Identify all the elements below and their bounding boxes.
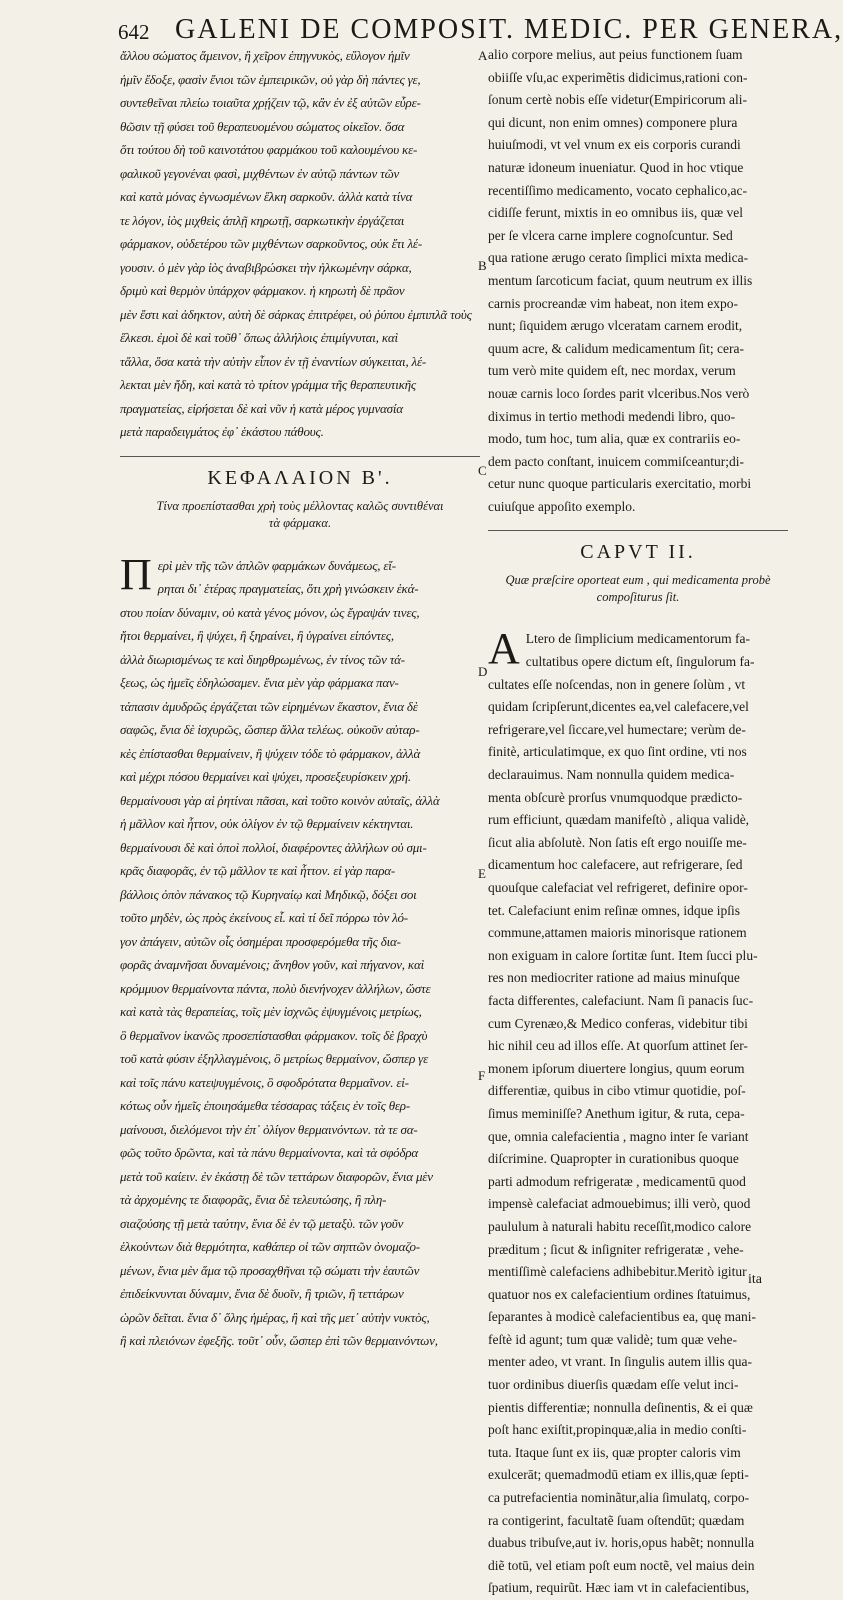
text-line: τάπασιν ἀμυδρῶς ἐργάζεται τῶν εἰρημένων ἕκαστον, ἔνια δὲ xyxy=(120,698,418,714)
text-line: ca putrefacientia nominãtur,alia ſimulatq, corpo- xyxy=(488,1490,750,1506)
text-line: naturæ idoneum inueniatur. Quod in hoc vtique xyxy=(488,159,744,175)
text-line: φορᾶς ἀναμνῆσαι δυναμένοις; ἄνηθον γοῦν, καὶ πήγανον, καὶ xyxy=(120,957,424,972)
margin-letter-d: D xyxy=(478,664,488,679)
text-line: parti admodum refrigeratæ , medicamentū quod xyxy=(488,1173,746,1189)
text-line: cetur nunc quoque particularis exercitatio, morbi xyxy=(488,476,752,492)
margin-letter-a: A xyxy=(478,48,488,63)
text-line: ἄλλου σώματος ἄμεινον, ἢ χεῖρον ἐπηγνυκὸς, εὔλογον ἡμῖν xyxy=(120,48,410,63)
text-line: καὶ κατὰ μόνας ἐγνωσμένων ἕλκη σαρκοῦν. ἀλλὰ κατὰ τίνα xyxy=(120,189,413,204)
text-line: tuta. Itaque ſunt ex iis, quæ propter caloris vim xyxy=(488,1444,741,1460)
latin-body xyxy=(488,624,788,1600)
text-line: κρόμμυον θερμαίνοντα πάντα, πολὺ διενήνοχεν ἀλλήλων, ὥστε xyxy=(120,980,431,996)
text-line: ἢ καὶ πλειόνων ἐφεξῆς. τοῦτ᾽ οὖν, ὥσπερ ἐπὶ τῶν θερμαινόντων, xyxy=(120,1333,438,1348)
text-line: cultates eſſe noſcendas, non in genere ſolùm , vt xyxy=(488,676,746,692)
page-number: 642 xyxy=(118,20,150,44)
text-line: huiuſmodi, vt vel vnum ex eis corporis curandi xyxy=(488,137,741,153)
text-line: præditum ; ſicut & inſigniter refrigeratæ , vehe- xyxy=(488,1241,744,1257)
text-line: μετὰ τοῦ καίειν. ἐν ἑκάστῃ δὲ τῶν τεττάρων διαφορῶν, ἔνια μὲν xyxy=(120,1168,433,1184)
greek-chapter-subtitle-1: Τίνα προεπίστασθαι χρὴ τοὺς μέλλοντας καλῶς συντιθέναι xyxy=(156,498,444,513)
text-line: res non mediocriter ratione ad maius minuſque xyxy=(488,970,740,986)
text-line: ſeparantes à modicè calefacientibus ea, quę mani- xyxy=(488,1309,756,1325)
text-line: ἑλκούντων διὰ θερμότητα, καθάπερ οἱ τῶν σηπτῶν ὀνομαζο- xyxy=(120,1239,420,1254)
text-line: feſtè id agunt; tum quæ validè; tum quæ vehe- xyxy=(488,1331,737,1347)
text-line: ἀλλὰ διωρισμένως τε καὶ διηρθρωμένως, ἐν τίνος τῶν τά- xyxy=(120,651,405,667)
text-line: hic nihil ceu ad illos eſſe. At quorſum attinet ſer- xyxy=(488,1038,748,1054)
text-line: κρᾶς διαφορᾶς, ἐν τῷ μᾶλλον τε καὶ ἧττον. εἰ γὰρ παρα- xyxy=(120,863,396,878)
text-line: cuiuſque appoſito exemplo. xyxy=(488,498,636,514)
text-line: πραγματείας, εἰρήσεται δὲ καὶ νῦν ἡ κατὰ μέρος γυμνασία xyxy=(120,400,403,416)
text-line: tet. Calefaciunt enim reſinæ omnes, idque ipſis xyxy=(488,902,740,918)
text-line: μὲν ἔστι καὶ ἀδηκτον, αὐτὴ δὲ σάρκας ἐπιτρέφει, οὐ ῥύπου ἐμπιπλᾶ τοὺς xyxy=(120,306,472,322)
text-line: ſimus meminiſſe? Anethum igitur, & ruta, cepa- xyxy=(488,1105,745,1121)
text-line: carnis procreandæ vim habeat, non item expo- xyxy=(488,295,739,311)
text-line: τοῦ κατὰ φύσιν ἐξηλλαγμένοις, ὃ μετρίως θερμαίνον, ὥσπερ γε xyxy=(120,1051,429,1066)
text-line: diximus in tertio methodi medendi libro, quo- xyxy=(488,408,736,424)
text-line: ἕλκεσι. ἐμοὶ δὲ καὶ τοῦθ᾽ ὅπως ἀλλήλοις ἐπιμίγνυται, καὶ xyxy=(120,330,398,345)
text-line: tuor ordinibus diuerſis quædam eſſe velut inci- xyxy=(488,1377,739,1393)
text-line: κὲς ἐπίστασθαι θερμαίνειν, ἢ ψύχειν τόδε τὸ φάρμακον, ἀλλὰ xyxy=(120,745,421,761)
greek-top-text xyxy=(120,44,480,444)
text-line: commune,attamen maioris minorisque rationem xyxy=(488,925,747,941)
text-line: μετὰ παραδειγμάτος ἐφ᾽ ἑκάστου πάθους. xyxy=(120,424,324,439)
greek-body xyxy=(120,549,480,1353)
text-line: τἄλλα, ὅσα κατὰ τὴν αὐτὴν εἶπον ἐν τῇ ἐναντίων σύγκειται, λέ- xyxy=(120,353,427,369)
text-line: ὅτι τούτου δὴ τοῦ καινοτάτου φαρμάκου τοῦ καλουμένου κε- xyxy=(120,142,418,157)
text-line: φῶς τοῦτο δρῶντα, καὶ τὰ πάνυ θερμαίνοντα, καὶ τὰ σφόδρα xyxy=(120,1145,418,1160)
text-line: impensè calefaciat admouebimus; illi verò, quod xyxy=(488,1196,751,1212)
text-line: ra contigerint, facultatẽ ſuam oſtendūt; quædam xyxy=(488,1512,745,1528)
text-line: quidam ſcripſerunt,dicentes ea,vel calefacere,vel xyxy=(488,699,749,715)
text-line: ἡ μᾶλλον καὶ ἧττον, οὐκ ὀλίγον ἐν τῷ θερμαίνειν κέκτηνται. xyxy=(120,816,414,831)
latin-chapter-title: CAPVT II. xyxy=(580,541,696,564)
text-line: nunt; ſiquidem ærugo vlceratam carnem erodit, xyxy=(488,318,743,334)
text-line: Ltero de ſimplicium medicamentorum fa- xyxy=(525,631,750,647)
text-line: σιαζούσης τῇ μετὰ ταύτην, ἔνια δὲ ἐν τῷ μεταξὺ. τῶν γοῦν xyxy=(120,1215,404,1231)
text-line: γουσιν. ὁ μὲν γὰρ ἰὸς ἀναβιβρώσκει τὴν ἠλκωμένην σάρκα, xyxy=(120,259,412,275)
text-line: non exiguam in calore ſortitæ ſunt. Item ſucci plu- xyxy=(488,947,758,963)
text-line: θερμαίνουσι γὰρ αἱ ῥητίναι πᾶσαι, καὶ τοῦτο κοινὸν αὐταῖς, ἀλλὰ xyxy=(120,792,440,808)
text-line: ἐπιδείκνυνται δύναμιν, ἔνια δὲ δυοῖν, ἢ τριῶν, ἢ τεττάρων xyxy=(120,1286,404,1301)
latin-column xyxy=(488,44,788,1596)
margin-letter-f: F xyxy=(478,1068,486,1083)
text-line: modo, tum hoc, tum alia, quæ ex contrariis eo- xyxy=(488,431,741,447)
text-line: ſpatium, requirũt. Hæc iam vt in calefacientibus, xyxy=(488,1580,750,1596)
text-line: μαίνουσι, διελόμενοι τὴν ἐπ᾽ ὀλίγον θερμαινόντων. τὰ τε σα- xyxy=(120,1121,418,1137)
text-line: ἡμῖν ἔδοξε, φασὶν ἔνιοι τῶν ἐμπειρικῶν, οὐ γὰρ δὴ πάντες γε, xyxy=(120,71,421,87)
text-line: καὶ τοῖς πάνυ κατεψυγμένοις, ὃ σφοδρότατα θερμαῖνον. εἰ- xyxy=(120,1074,409,1090)
text-line: dem pacto conſtant, inuicem commiſceantur;di- xyxy=(488,453,745,469)
text-line: refrigerare,vel ſiccare,vel humectare; verùm de- xyxy=(488,721,746,737)
text-line: paululum à naturali habitu receſſit,modico calore xyxy=(488,1218,752,1234)
greek-divider xyxy=(120,456,480,457)
text-line: καὶ κατὰ τὰς θεραπείας, τοῖς μὲν ἰσχνῶς ἐψυγμένοις μετρίως, xyxy=(120,1004,422,1019)
text-line: συντεθεῖναι πλείω τοιαῦτα χρῄζειν τῷ, κἂν ἐν ἐξ αὐτῶν εὖρε- xyxy=(120,95,421,110)
text-line: ſonum certè nobis eſſe videtur(Empiricorum ali- xyxy=(488,92,748,108)
text-line: qui dicunt, non enim omnes) componere plura xyxy=(488,114,738,130)
text-line: cum Cyrenæo,& Medico conferas, videbitur tibi xyxy=(488,1015,748,1031)
text-line: mentiſſimè calefaciens adhibebitur.Meritò igitur xyxy=(488,1264,747,1280)
text-line: ἤτοι θερμαίνει, ἢ ψύχει, ἢ ξηραίνει, ἢ ὑγραίνει εἰπόντες, xyxy=(120,628,394,643)
text-line: θῶσιν τῇ φύσει τοῦ θεραπευομένου σώματος οἰκεῖον. ὅσα xyxy=(120,118,405,134)
text-line: cultatibus opere dictum eſt, ſingulorum fa- xyxy=(525,654,755,670)
text-line: δριμὺ καὶ θερμὸν ὑπάρχον φάρμακον. ἡ κηρωτὴ δὲ πρᾶον xyxy=(120,283,405,298)
text-line: φάρμακον, οὐδετέρου τῶν μιχθέντων σαρκοῦντος, οὐκ ἔτι λέ- xyxy=(120,236,422,251)
text-line: poſt hanc exiſtit,propinquæ,alia in medio conſti- xyxy=(488,1422,747,1438)
text-line: καὶ μέχρι πόσου θερμαίνει καὶ ψύχει, προσεξευρίσκειν χρή. xyxy=(120,769,411,784)
text-line: ὡρῶν δεῖται. ἔνια δ᾽ ὅλης ἡμέρας, ἢ καὶ τῆς μετ᾽ αὐτὴν νυκτὸς, xyxy=(120,1309,430,1325)
text-line: menta obſcurè prorſus vnumquodque prædicto- xyxy=(488,789,743,805)
text-line: ſicut alia abſolutè. Non ſatis eſt ergo nouiſſe me- xyxy=(488,834,747,850)
latin-chapter-subtitle-1: Quæ præſcire oporteat eum , qui medicamenta probè xyxy=(505,573,771,588)
text-line: qua ratione ærugo cerato ſimplici mixta medica- xyxy=(488,250,749,266)
text-line: pientis differentiæ; nonnulla deſinentis, & ei quæ xyxy=(488,1399,753,1415)
text-line: finitè, articulatimque, ex quo ſint ordine, vti nos xyxy=(488,744,747,760)
text-line: alio corpore melius, aut peius functionem ſuam xyxy=(488,47,743,62)
text-line: μένων, ἔνια μὲν ἅμα τῷ προσαχθῆναι τῷ σώματι τὴν ἑαυτῶν xyxy=(120,1262,420,1278)
text-line: per ſe vlcera carne implere cognoſcuntur. Sed xyxy=(488,227,733,243)
text-line: obiiſſe vſu,ac experimẽtis didicimus,rationi con- xyxy=(488,69,748,85)
greek-chapter-title: ΚΕΦΑΛΑΙΟΝ Β'. xyxy=(207,466,393,489)
latin-top-text xyxy=(488,44,788,518)
text-line: tum verò mite quidem eſt, nec mordax, verum xyxy=(488,363,736,379)
text-line: σαφῶς, ἔνια δὲ ἰσχυρῶς, ὥσπερ ἄλλα τελέως. οὐκοῦν αὐταρ- xyxy=(120,722,420,737)
running-head: GALENI DE COMPOSIT. MEDIC. PER GENERA, xyxy=(175,14,843,45)
text-line: diẽ totū, vel etiam poſt eum noctẽ, vel maius dein xyxy=(488,1557,755,1573)
text-line: ρηται δι᾽ ἑτέρας πραγματείας, ὅτι χρὴ γινώσκειν ἑκά- xyxy=(157,581,419,596)
text-line: differentiæ, quibus in cibo vtimur quotidie, poſ- xyxy=(488,1083,746,1099)
margin-letter-c: C xyxy=(478,463,487,478)
text-line: θερμαίνουσι δὲ καὶ ὁποὶ πολλοί, διαφέροντες ἀλλήλων οὐ σμι- xyxy=(120,839,427,855)
text-line: quouſque calefaciat vel refrigeret, definire opor- xyxy=(488,880,748,895)
text-line: exulcerāt; quemadmodū etiam ex illis,quæ ſepti- xyxy=(488,1467,749,1483)
text-line: rum efficiunt, quædam manifeſtò , aliqua validè, xyxy=(488,812,750,828)
text-line: ερὶ μὲν τῆς τῶν ἁπλῶν φαρμάκων δυνάμεως, εἴ- xyxy=(157,557,396,573)
text-line: κότως οὖν ἡμεῖς ἐποιησάμεθα τέσσαρας τάξεις ἐν τοῖς θερ- xyxy=(120,1098,410,1113)
text-line: que, omnia calefacientia , magno inter ſe variant xyxy=(488,1128,749,1144)
margin-letter-e: E xyxy=(478,866,486,881)
page-header xyxy=(0,8,843,48)
text-line: monem ipſorum diuertere longius, quum eorum xyxy=(488,1060,745,1076)
text-line: dicamentum hoc calefacere, aut refrigerare, ſed xyxy=(488,857,743,873)
text-line: menter adeo, vt vrant. In ſingulis autem illis qua- xyxy=(488,1354,752,1370)
latin-divider xyxy=(488,530,788,531)
text-line: facta differentes, calefaciunt. Nam ſi panacis ſuc- xyxy=(488,992,754,1008)
text-line: diſcrimine. Quapropter in curationibus quoque xyxy=(488,1151,739,1167)
greek-column xyxy=(120,44,480,1348)
text-line: γον ἀπάγειν, αὐτῶν οἷς ὁσημέραι προσφερόμεθα τῆς δια- xyxy=(120,933,401,949)
text-line: mentum ſarcoticum faciat, quum neutrum ex illis xyxy=(488,272,753,288)
text-line: cidiſſe ferunt, mixtis in eo omnibus iis, quæ vel xyxy=(488,205,743,221)
text-line: φαλικοῦ γεγονέναι φασὶ, μιχθέντων ἐν αὐτῷ πάντων τῶν xyxy=(120,165,400,181)
text-line: ξεως, ὡς ἡμεῖς ἐδηλώσαμεν. ἔνια μὲν γὰρ φάρμακα παν- xyxy=(120,675,399,690)
text-line: ὃ θερμαῖνον ἱκανῶς προσεπίστασθαι φάρμακον. τοῖς δὲ βραχὺ xyxy=(120,1027,428,1043)
text-line: στου ποίαν δύναμιν, οὐ κατὰ γένος μόνον, ὡς ἔγραψάν τινες, xyxy=(120,604,420,620)
text-line: quatuor nos ex calefacientium ordines ſtatuimus, xyxy=(488,1286,751,1302)
greek-drop-cap: Π xyxy=(120,549,152,599)
greek-chapter-subtitle-2: τὰ φάρμακα. xyxy=(268,515,332,530)
latin-drop-cap: A xyxy=(488,624,520,674)
text-line: λεκται μὲν ἤδη, καὶ κατὰ τὸ τρίτον γράμμα τῆς θεραπευτικῆς xyxy=(120,377,416,392)
text-line: τε λόγον, ἰὸς μιχθεὶς ἁπλῇ κηρωτῇ, σαρκωτικὴν ἐργάζεται xyxy=(120,212,405,228)
text-line: recentiſſimo medicamento, vocato cephalico,ac- xyxy=(488,182,748,198)
text-line: duabus tribuſve,aut iv. horis,opus habẽt; nonnulla xyxy=(488,1535,755,1551)
text-line: quum acre, & calidum medicamentum ſit; cera- xyxy=(488,340,745,356)
margin-letter-b: B xyxy=(478,258,487,273)
text-line: βάλλοις ὀπὸν πάνακος τῷ Κυρηναίῳ καὶ Μηδικῷ, δόξει σοι xyxy=(120,886,417,902)
text-line: τοῦτο μηδὲν, ὡς πρὸς ἐκείνους εἶ. καὶ τί δεῖ πόρρω τὸν λό- xyxy=(120,910,408,925)
catchword: ita xyxy=(748,1272,762,1287)
text-line: τὰ ἀρχομένης τε διαφορᾶς, ἔνια δὲ τελευτώσης, ἢ πλη- xyxy=(120,1192,387,1207)
latin-chapter-subtitle-2: compoſiturus ſit. xyxy=(596,590,680,605)
text-line: nouæ carnis loco ſordes parit vlceribus.Nos verò xyxy=(488,385,750,401)
text-line: declarauimus. Nam nonnulla quidem medica- xyxy=(488,767,735,783)
